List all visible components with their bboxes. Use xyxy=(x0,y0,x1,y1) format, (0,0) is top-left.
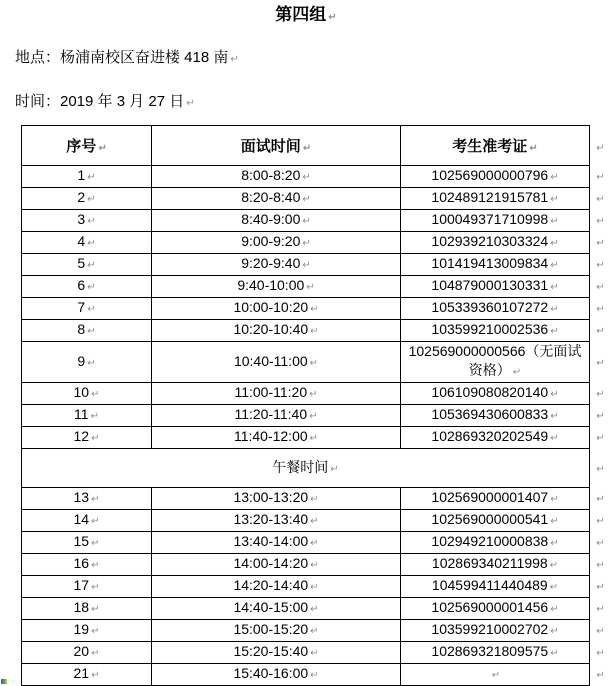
row-number-cell: 15 ↵ xyxy=(22,532,152,554)
paragraph-mark-icon: ↵ xyxy=(596,194,605,205)
ticket-cell: 102569000000541 ↵ xyxy=(401,510,590,532)
paragraph-mark-icon: ↵ xyxy=(90,411,99,422)
table-row xyxy=(22,210,610,232)
paragraph-mark-icon: ↵ xyxy=(87,238,96,249)
row-end-mark xyxy=(590,210,610,232)
time-cell: 10:20-10:40 ↵ xyxy=(152,320,401,342)
table-row xyxy=(22,276,610,298)
table-row xyxy=(22,405,610,427)
table-row xyxy=(22,254,610,276)
paragraph-mark-icon: ↵ xyxy=(550,389,559,400)
ticket-cell xyxy=(401,664,590,686)
ticket-cell: 102569000001407 ↵ xyxy=(401,488,590,510)
row-end-mark xyxy=(590,126,610,166)
row-end-mark xyxy=(590,532,610,554)
paragraph-mark-icon: ↵ xyxy=(596,516,605,527)
ticket-cell: 104879000130331 ↵ xyxy=(401,276,590,298)
ticket-cell: 102569000000566（无面试资格） ↵ xyxy=(401,342,590,383)
ticket-cell: 101419413009834 ↵ xyxy=(401,254,590,276)
paragraph-mark-icon: ↵ xyxy=(87,194,96,205)
paragraph-mark-icon: ↵ xyxy=(596,411,605,422)
row-number-cell: 6 ↵ xyxy=(22,276,152,298)
paragraph-mark-icon: ↵ xyxy=(550,516,559,527)
row-number-cell: 1 ↵ xyxy=(22,166,152,188)
paragraph-mark-icon: ↵ xyxy=(550,538,559,549)
paragraph-mark-icon: ↵ xyxy=(91,670,100,681)
paragraph-mark-icon: ↵ xyxy=(596,326,605,337)
header-cell-ticket: 考生准考证 ↵ xyxy=(401,126,590,166)
paragraph-mark-icon: ↵ xyxy=(310,626,319,637)
time-cell: 13:00-13:20 ↵ xyxy=(152,488,401,510)
ticket-cell: 102569000001456 ↵ xyxy=(401,598,590,620)
row-number-cell: 9 ↵ xyxy=(22,342,152,383)
paragraph-mark-icon: ↵ xyxy=(529,143,538,154)
time-cell: 14:40-15:00 ↵ xyxy=(152,598,401,620)
paragraph-mark-icon: ↵ xyxy=(550,194,559,205)
row-number-cell: 16 ↵ xyxy=(22,554,152,576)
location-text: 地点：杨浦南校区奋进楼 418 南 xyxy=(15,49,229,66)
paragraph-mark-icon: ↵ xyxy=(596,582,605,593)
paragraph-mark-icon: ↵ xyxy=(550,238,559,249)
row-end-mark xyxy=(590,554,610,576)
ticket-cell: 102489121915781 ↵ xyxy=(401,188,590,210)
table-row xyxy=(22,642,610,664)
paragraph-mark-icon: ↵ xyxy=(596,494,605,505)
paragraph-mark-icon: ↵ xyxy=(91,433,100,444)
paragraph-mark-icon: ↵ xyxy=(328,12,337,23)
row-end-mark xyxy=(590,427,610,449)
paragraph-mark-icon: ↵ xyxy=(309,411,318,422)
paragraph-mark-icon: ↵ xyxy=(310,304,319,315)
paragraph-mark-icon: ↵ xyxy=(91,389,100,400)
table-row xyxy=(22,510,610,532)
paragraph-mark-icon: ↵ xyxy=(310,326,319,337)
paragraph-mark-icon: ↵ xyxy=(596,304,605,315)
ticket-cell: 105369430600833 ↵ xyxy=(401,405,590,427)
row-number-cell: 17 ↵ xyxy=(22,576,152,598)
row-end-mark xyxy=(590,342,610,383)
table-row xyxy=(22,554,610,576)
paragraph-mark-icon: ↵ xyxy=(309,357,319,369)
ticket-cell: 102869320202549 ↵ xyxy=(401,427,590,449)
time-cell: 15:00-15:20 ↵ xyxy=(152,620,401,642)
row-end-mark xyxy=(590,232,610,254)
paragraph-mark-icon: ↵ xyxy=(87,282,96,293)
row-number-cell: 10 ↵ xyxy=(22,383,152,405)
row-end-mark xyxy=(590,598,610,620)
row-end-mark xyxy=(590,254,610,276)
table-header-row xyxy=(22,126,610,166)
table-row xyxy=(22,342,610,383)
paragraph-mark-icon: ↵ xyxy=(512,367,522,378)
row-number-cell: 7 ↵ xyxy=(22,298,152,320)
lunch-label: 午餐时间 ↵ xyxy=(22,449,590,488)
time-cell: 9:40-10:00 ↵ xyxy=(152,276,401,298)
paragraph-mark-icon: ↵ xyxy=(596,560,605,571)
paragraph-mark-icon: ↵ xyxy=(91,516,100,527)
paragraph-mark-icon: ↵ xyxy=(91,538,100,549)
time-cell: 11:40-12:00 ↵ xyxy=(152,427,401,449)
paragraph-mark-icon: ↵ xyxy=(549,582,559,593)
ticket-cell: 102949210000838 ↵ xyxy=(401,532,590,554)
row-number-cell: 20 ↵ xyxy=(22,642,152,664)
paragraph-mark-icon: ↵ xyxy=(91,494,100,505)
paragraph-mark-icon: ↵ xyxy=(550,494,559,505)
location-line xyxy=(15,49,612,69)
table-row xyxy=(22,232,610,254)
paragraph-mark-icon: ↵ xyxy=(302,216,311,227)
paragraph-mark-icon: ↵ xyxy=(87,357,96,369)
header-cell-number: 序号 ↵ xyxy=(22,126,152,166)
schedule-table-body xyxy=(22,166,610,686)
paragraph-mark-icon: ↵ xyxy=(596,389,605,400)
table-row xyxy=(22,532,610,554)
time-cell: 14:00-14:20 ↵ xyxy=(152,554,401,576)
row-number-cell: 8 ↵ xyxy=(22,320,152,342)
date-text: 时间：2019 年 3 月 27 日 xyxy=(15,93,185,110)
table-row xyxy=(22,298,610,320)
paragraph-mark-icon: ↵ xyxy=(310,648,319,659)
page-title xyxy=(0,5,612,28)
paragraph-mark-icon: ↵ xyxy=(596,142,605,154)
paragraph-mark-icon: ↵ xyxy=(302,260,311,271)
row-end-mark xyxy=(590,298,610,320)
row-number-cell: 4 ↵ xyxy=(22,232,152,254)
corner-artifact xyxy=(1,679,7,684)
time-cell: 14:20-14:40 ↵ xyxy=(152,576,401,598)
row-end-mark xyxy=(590,166,610,188)
paragraph-mark-icon: ↵ xyxy=(98,143,107,154)
ticket-cell: 102869340211998 ↵ xyxy=(401,554,590,576)
row-number-cell: 5 ↵ xyxy=(22,254,152,276)
time-cell: 8:40-9:00 ↵ xyxy=(152,210,401,232)
ticket-cell: 103599210002702 ↵ xyxy=(401,620,590,642)
table-row xyxy=(22,488,610,510)
paragraph-mark-icon: ↵ xyxy=(596,648,605,659)
ticket-cell: 102569000000796 ↵ xyxy=(401,166,590,188)
schedule-table xyxy=(21,125,610,686)
table-row xyxy=(22,620,610,642)
paragraph-mark-icon: ↵ xyxy=(550,304,559,315)
paragraph-mark-icon: ↵ xyxy=(310,516,319,527)
time-cell: 11:00-11:20 ↵ xyxy=(152,383,401,405)
row-number-cell: 19 ↵ xyxy=(22,620,152,642)
paragraph-mark-icon: ↵ xyxy=(302,172,311,183)
paragraph-mark-icon: ↵ xyxy=(309,389,318,400)
row-end-mark xyxy=(590,642,610,664)
paragraph-mark-icon: ↵ xyxy=(310,582,319,593)
row-end-mark xyxy=(590,188,610,210)
paragraph-mark-icon: ↵ xyxy=(596,604,605,615)
table-row xyxy=(22,320,610,342)
paragraph-mark-icon: ↵ xyxy=(550,216,559,227)
paragraph-mark-icon: ↵ xyxy=(550,604,559,615)
paragraph-mark-icon: ↵ xyxy=(302,194,311,205)
lunch-row xyxy=(22,449,610,488)
row-number-cell: 12 ↵ xyxy=(22,427,152,449)
ticket-cell: 100049371710998 ↵ xyxy=(401,210,590,232)
row-end-mark xyxy=(590,383,610,405)
paragraph-mark-icon: ↵ xyxy=(596,238,605,249)
row-number-cell: 11 ↵ xyxy=(22,405,152,427)
paragraph-mark-icon: ↵ xyxy=(87,260,96,271)
paragraph-mark-icon: ↵ xyxy=(549,560,559,571)
paragraph-mark-icon: ↵ xyxy=(310,604,319,615)
row-end-mark xyxy=(590,405,610,427)
row-end-mark xyxy=(590,320,610,342)
paragraph-mark-icon: ↵ xyxy=(550,411,559,422)
paragraph-mark-icon: ↵ xyxy=(550,433,559,444)
row-end-mark xyxy=(590,276,610,298)
row-end-mark xyxy=(590,664,610,686)
paragraph-mark-icon: ↵ xyxy=(310,670,319,681)
paragraph-mark-icon: ↵ xyxy=(309,433,319,444)
ticket-cell: 104599411440489 ↵ xyxy=(401,576,590,598)
table-row xyxy=(22,664,610,686)
row-number-cell: 3 ↵ xyxy=(22,210,152,232)
time-cell: 15:40-16:00 ↵ xyxy=(152,664,401,686)
row-number-cell: 21 ↵ xyxy=(22,664,152,686)
paragraph-mark-icon: ↵ xyxy=(550,326,559,337)
paragraph-mark-icon: ↵ xyxy=(186,98,195,109)
row-end-mark xyxy=(590,449,610,488)
paragraph-mark-icon: ↵ xyxy=(596,357,605,369)
paragraph-mark-icon: ↵ xyxy=(310,538,319,549)
time-cell: 10:40-11:00 ↵ xyxy=(152,342,401,383)
paragraph-mark-icon: ↵ xyxy=(330,463,339,475)
row-end-mark xyxy=(590,510,610,532)
ticket-cell: 106109080820140 ↵ xyxy=(401,383,590,405)
paragraph-mark-icon: ↵ xyxy=(87,304,96,315)
date-line xyxy=(15,93,612,113)
row-end-mark xyxy=(590,488,610,510)
paragraph-mark-icon: ↵ xyxy=(91,648,100,659)
paragraph-mark-icon: ↵ xyxy=(596,626,605,637)
table-row xyxy=(22,188,610,210)
paragraph-mark-icon: ↵ xyxy=(230,54,239,65)
ticket-cell: 103599210002536 ↵ xyxy=(401,320,590,342)
paragraph-mark-icon: ↵ xyxy=(302,238,311,249)
paragraph-mark-icon: ↵ xyxy=(596,433,605,444)
paragraph-mark-icon: ↵ xyxy=(596,216,605,227)
time-cell: 9:00-9:20 ↵ xyxy=(152,232,401,254)
row-end-mark xyxy=(590,576,610,598)
table-row xyxy=(22,383,610,405)
table-row xyxy=(22,576,610,598)
paragraph-mark-icon: ↵ xyxy=(596,463,605,475)
paragraph-mark-icon: ↵ xyxy=(550,260,559,271)
table-row xyxy=(22,427,610,449)
paragraph-mark-icon: ↵ xyxy=(306,282,315,293)
paragraph-mark-icon: ↵ xyxy=(91,604,100,615)
paragraph-mark-icon: ↵ xyxy=(550,172,559,183)
table-row xyxy=(22,166,610,188)
row-end-mark xyxy=(590,620,610,642)
time-cell: 13:20-13:40 ↵ xyxy=(152,510,401,532)
ticket-cell: 102939210303324 ↵ xyxy=(401,232,590,254)
paragraph-mark-icon: ↵ xyxy=(310,560,319,571)
row-number-cell: 13 ↵ xyxy=(22,488,152,510)
time-cell: 15:20-15:40 ↵ xyxy=(152,642,401,664)
paragraph-mark-icon: ↵ xyxy=(87,326,96,337)
paragraph-mark-icon: ↵ xyxy=(302,143,312,154)
row-number-cell: 14 ↵ xyxy=(22,510,152,532)
row-number-cell: 18 ↵ xyxy=(22,598,152,620)
time-cell: 8:20-8:40 ↵ xyxy=(152,188,401,210)
paragraph-mark-icon: ↵ xyxy=(550,626,559,637)
paragraph-mark-icon: ↵ xyxy=(91,626,100,637)
time-cell: 11:20-11:40 ↵ xyxy=(152,405,401,427)
paragraph-mark-icon: ↵ xyxy=(87,216,96,227)
paragraph-mark-icon: ↵ xyxy=(596,282,605,293)
ticket-cell: 105339360107272 ↵ xyxy=(401,298,590,320)
paragraph-mark-icon: ↵ xyxy=(91,582,100,593)
row-number-cell: 2 ↵ xyxy=(22,188,152,210)
paragraph-mark-icon: ↵ xyxy=(596,538,605,549)
paragraph-mark-icon: ↵ xyxy=(87,172,96,183)
time-cell: 10:00-10:20 ↵ xyxy=(152,298,401,320)
paragraph-mark-icon: ↵ xyxy=(491,670,501,681)
paragraph-mark-icon: ↵ xyxy=(596,172,605,183)
paragraph-mark-icon: ↵ xyxy=(596,670,605,681)
table-row xyxy=(22,598,610,620)
ticket-cell: 102869321809575 ↵ xyxy=(401,642,590,664)
header-cell-time: 面试时间 ↵ xyxy=(152,126,401,166)
time-cell: 8:00-8:20 ↵ xyxy=(152,166,401,188)
time-cell: 13:40-14:00 ↵ xyxy=(152,532,401,554)
paragraph-mark-icon: ↵ xyxy=(550,648,559,659)
paragraph-mark-icon: ↵ xyxy=(596,260,605,271)
paragraph-mark-icon: ↵ xyxy=(310,494,319,505)
paragraph-mark-icon: ↵ xyxy=(91,560,100,571)
paragraph-mark-icon: ↵ xyxy=(550,282,559,293)
page-title-text: 第四组 xyxy=(275,5,327,24)
time-cell: 9:20-9:40 ↵ xyxy=(152,254,401,276)
